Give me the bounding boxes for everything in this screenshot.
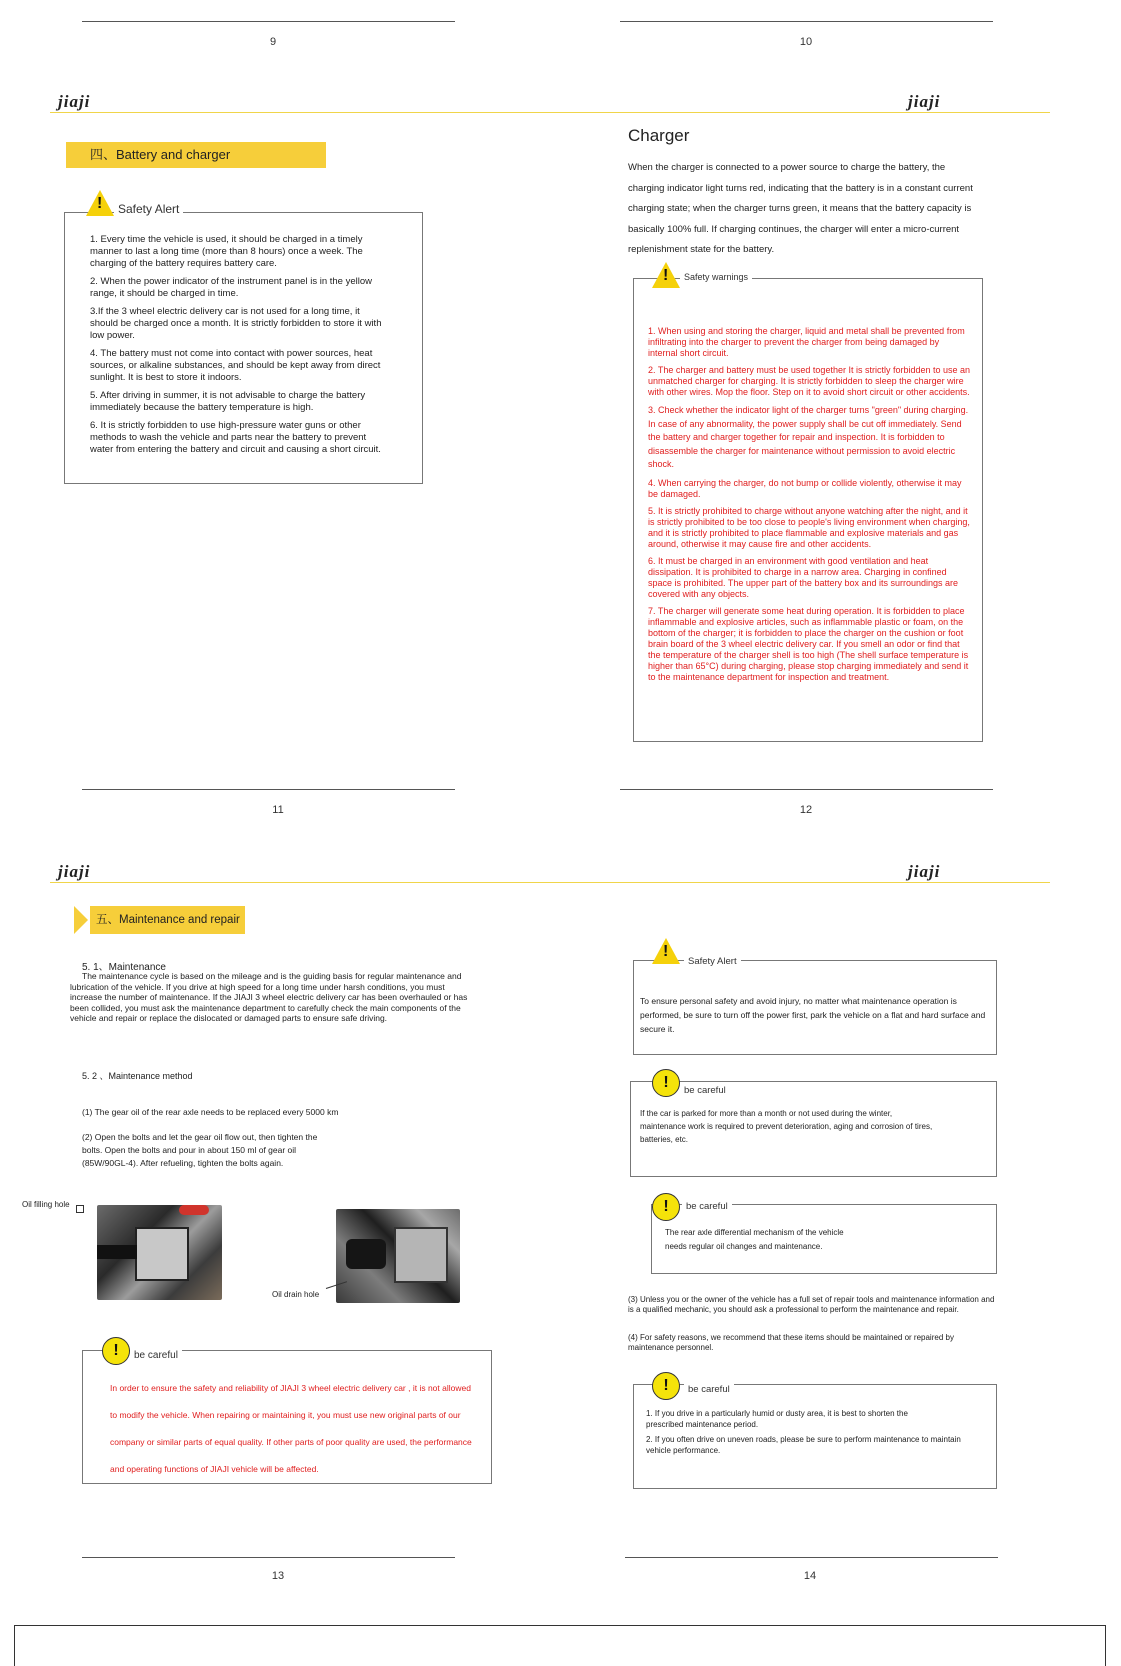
- brand-logo: jiaji: [908, 862, 941, 881]
- page-number-10: 10: [799, 36, 813, 48]
- be-careful-text: In order to ensure the safety and reliability of JIAJI 3 wheel electric delivery car , it is not allowed to modify the vehicle. When repairing or maintaining it, you must use new original parts of our company or similar parts of equal quality. If other parts of poor quality are used, the performance and operating functions of JIAJI vehicle will be affected.: [110, 1383, 472, 1474]
- brand-logo: jiaji: [58, 862, 91, 881]
- brand-logo: jiaji: [58, 92, 91, 111]
- caution-icon: !: [652, 1069, 680, 1097]
- oil-filling-label: Oil filling hole: [22, 1200, 70, 1209]
- page-frame: [14, 1625, 1106, 1666]
- warning-icon: [652, 938, 680, 964]
- charger-title: Charger: [628, 126, 690, 145]
- maintenance-paragraph: The maintenance cycle is based on the mileage and is the guiding basis for regular maintenance and lubrication of the vehicle. If you drive at high speed for a long time under harsh conditions, you must increase the number of maintenance. If the JIAJI 3 wheel electric delivery car has been overhauled or has been collided, you must ask the maintenance department to carefully check the main components of the vehicle and repair or replace the dislocated or damaged parts to ensure safe driving.: [70, 971, 468, 1023]
- safety-alert-title: Safety Alert: [114, 202, 183, 216]
- be-careful-item-1: 1. If you drive in a particularly humid or dusty area, it is best to shorten the prescribed maintenance period.: [646, 1409, 908, 1429]
- be-careful-text-2: The rear axle differential mechanism of the vehicle needs regular oil changes and maintenance.: [665, 1228, 844, 1251]
- section-label-maintenance: 五、Maintenance and repair: [90, 906, 245, 934]
- page-number-14: 14: [803, 1570, 817, 1582]
- be-careful-text-1: If the car is parked for more than a month or not used during the winter, maintenance work is required to prevent deterioration, aging and corrosion of tires, batteries, etc.: [640, 1109, 933, 1144]
- be-careful-title: be careful: [130, 1350, 182, 1361]
- warning-icon: [652, 262, 680, 288]
- charger-warnings-text: 1. When using and storing the charger, liquid and metal shall be prevented from infiltrating into the charger to prevent the charger from being damaged by internal short circuit. 2. The charger and battery must be used together It is strictly forbidden to use an unmatched charger for charging. It is strictly forbidden to sleep the charger wire with other wires. Mop the floor. Step on it to avoid short circuit or other accidents. 3. Check whether the indicator light of the charger turns "green" during charging. In case of any abnormality, the power supply shall be cut off immediately. Send the battery and charger together for repair and inspection. It is forbidden to disassemble the charger for maintenance without permission to avoid electric shock. 4. When carrying the charger, do not bump or collide violently, otherwise it may be damaged. 5. It is strictly prohibited to charge without anyone watching after the night, and it is strictly prohibited to be too close to people's living environment when charging, and it is strictly prohibited to place flammable and explosive materials and gas around, otherwise it may cause fire and other accidents. 6. It must be charged in an environment with good ventilation and heat dissipation. It is prohibited to charge in a narrow area. Charging in confined space is prohibited. The upper part of the battery box and its surroundings are covered with any objects. 7. The charger will generate some heat during operation. It is forbidden to place inflammable and explosive articles, such as inflammable plastic or foam, on the bottom of the charger; it is forbidden to place the charger on the cushion or foot brain board of the 3 wheel electric delivery car. If you smell an odor or find that the temperature of the charger shell is too high (The shell surface temperature is higher than 65°C) during charging, please stop charging immediately and send it to the maintenance department for inspection and treatment.: [648, 326, 971, 682]
- page-number-9: 9: [269, 36, 277, 48]
- be-careful-title-3: be careful: [684, 1384, 734, 1395]
- maintenance-method-subtitle: 5. 2 、Maintenance method: [82, 1071, 193, 1081]
- caution-icon: !: [102, 1337, 130, 1365]
- maintenance-step-1: (1) The gear oil of the rear axle needs to be replaced every 5000 km: [82, 1107, 339, 1117]
- maintenance-item-3: (3) Unless you or the owner of the vehicle has a full set of repair tools and maintenance information and is a qualified mechanic, you should ask a professional to perform the maintenance and repair.: [628, 1295, 995, 1314]
- maintenance-item-4: (4) For safety reasons, we recommend that these items should be maintained or repaired by maintenance personnel.: [628, 1333, 954, 1352]
- be-careful-title-1: be careful: [680, 1085, 730, 1096]
- oil-drain-label: Oil drain hole: [272, 1290, 320, 1299]
- charger-intro: When the charger is connected to a power source to charge the battery, the charging indicator light turns red, indicating that the battery is in a constant current charging state; when the charger turns green, it means that the battery capacity is basically 100% full. If charging continues, the charger will enter a micro-current replenishment state for the battery.: [628, 162, 973, 255]
- rear-axle-photo-drain: [336, 1209, 460, 1303]
- maintenance-step-2: (2) Open the bolts and let the gear oil flow out, then tighten the bolts. Open the bolts and pour in about 150 ml of gear oil (85W/90GL-4). After refueling, tighten the bolts again.: [82, 1132, 318, 1168]
- safety-alert-title-2: Safety Alert: [684, 956, 741, 967]
- maintenance-subtitle: 5. 1、Maintenance: [82, 962, 166, 973]
- safety-warnings-title: Safety warnings: [680, 272, 752, 282]
- battery-alert-text: 1. Every time the vehicle is used, it should be charged in a timely manner to last a long time (more than 8 hours) once a week. The charging of the battery requires battery care. 2. When the power indicator of the instrument panel is in the yellow range, it should be charged in time. 3.If the 3 wheel electric delivery car is not used for a long time, it should be charged once a month. It is strictly forbidden to store it with low power. 4. The battery must not come into contact with power sources, heat sources, or alkaline substances, and should be kept away from direct sunlight. It is best to store it indoors. 5. After driving in summer, it is not advisable to charge the battery immediately because the battery temperature is high. 6. It is strictly forbidden to use high-pressure water guns or other methods to wash the vehicle and parts near the battery to prevent water from entering the battery and circuit and causing a short circuit.: [90, 234, 382, 455]
- rear-axle-photo-fill: [97, 1205, 222, 1300]
- section-label-battery: 四、Battery and charger: [66, 142, 326, 168]
- caution-icon: !: [652, 1372, 680, 1400]
- chevron-icon: [74, 906, 88, 934]
- be-careful-item-2: 2. If you often drive on uneven roads, please be sure to perform maintenance to maintain vehicle performance.: [646, 1435, 961, 1455]
- page-number-13: 13: [271, 1570, 285, 1582]
- be-careful-title-2: be careful: [682, 1201, 732, 1212]
- page-number-12: 12: [799, 804, 813, 816]
- safety-alert-text-2: To ensure personal safety and avoid injury, no matter what maintenance operation is performed, be sure to turn off the power first, park the vehicle on a flat and hard surface and secure it.: [640, 996, 986, 1034]
- page-number-11: 11: [272, 804, 284, 816]
- brand-logo: jiaji: [908, 92, 941, 111]
- caution-icon: !: [652, 1193, 680, 1221]
- warning-icon: [86, 190, 114, 216]
